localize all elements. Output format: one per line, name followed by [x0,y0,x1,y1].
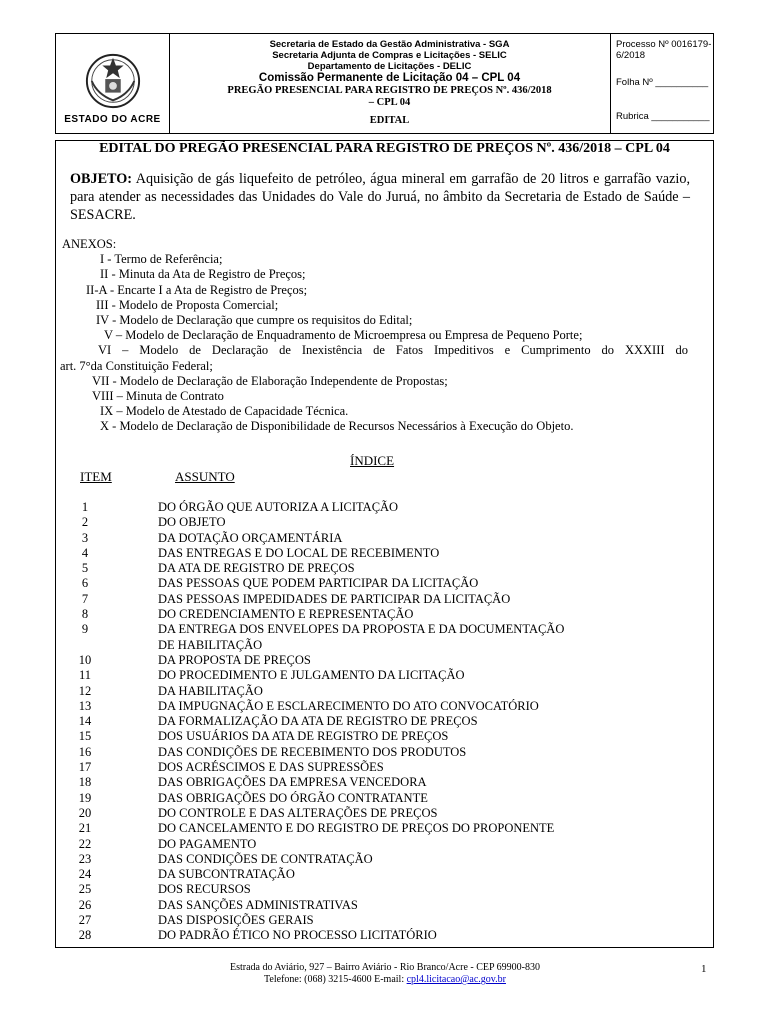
index-item-subject: DO PROCEDIMENTO E JULGAMENTO DA LICITAÇÃO [158,668,465,683]
index-item-number: 4 [81,545,89,560]
column-header-assunto: ASSUNTO [175,469,235,484]
index-row [60,913,700,928]
index-row [60,699,700,714]
index-item-number: 14 [78,714,92,729]
rubrica-field: Rubrica ___________ [616,111,710,122]
index-item-number: 28 [78,928,92,943]
anexos-list [62,237,688,435]
index-item-number: 1 [81,500,89,514]
header-pregao-line1: PREGÃO PRESENCIAL PARA REGISTRO DE PREÇOS Nº. 436/2018 [227,85,552,96]
index-item-number: 7 [81,591,89,606]
index-row [60,607,700,622]
anexos-title: ANEXOS: [62,237,117,251]
index-item-number: 16 [78,744,92,759]
index-row [60,714,700,729]
process-number: Processo Nº 0016179-6/2018 [616,39,712,61]
index-item-subject: DOS RECURSOS [158,882,251,897]
state-seal-icon [84,52,142,110]
index-item-subject: DA SUBCONTRATAÇÃO [158,867,295,882]
index-row [60,531,700,546]
footer-contact [0,974,770,986]
index-item-subject: DAS CONDIÇÕES DE CONTRATAÇÃO [158,851,373,866]
objeto-paragraph [70,170,690,224]
index-item-subject: DAS CONDIÇÕES DE RECEBIMENTO DOS PRODUTOS [158,744,467,759]
index-item-number: 17 [78,760,92,775]
folha-field: Folha Nº __________ [616,77,709,88]
index-item-subject: DO ÓRGÃO QUE AUTORIZA A LICITAÇÃO [158,500,399,514]
header-title-cell [169,34,611,133]
index-row [60,729,700,744]
anexo-item: V – Modelo de Declaração de Enquadramento de Microempresa ou Empresa de Pequeno Porte; [104,328,583,343]
index-item-number [60,638,110,653]
index-item-subject: DAS ENTREGAS E DO LOCAL DE RECEBIMENTO [158,545,440,560]
index-item-subject: DAS DISPOSIÇÕES GERAIS [158,913,314,928]
index-item-subject: DA ENTREGA DOS ENVELOPES DA PROPOSTA E DA DOCUMENTAÇÃO [158,622,565,637]
index-table [60,500,700,944]
index-item-subject: DAS PESSOAS QUE PODEM PARTICIPAR DA LICITAÇÃO [158,576,479,591]
index-item-number: 24 [78,867,92,882]
index-item-number: 21 [78,821,92,836]
footer-phone: Telefone: (068) 3215-4600 E-mail: [264,974,407,985]
anexo-item: II - Minuta da Ata de Registro de Preços; [100,267,306,282]
anexo-item: X - Modelo de Declaração de Disponibilidade de Recursos Necessários à Execução do Objeto. [100,419,574,434]
index-row [60,837,700,852]
index-row [60,653,700,668]
header-logo-cell [56,34,170,133]
index-item-number: 11 [78,668,92,683]
index-row [60,684,700,699]
index-item-subject: DA ATA DE REGISTRO DE PREÇOS [158,561,355,576]
anexo-item: IX – Modelo de Atestado de Capacidade Técnica. [100,404,349,419]
index-item-number: 5 [81,561,89,576]
objeto-label: OBJETO: [70,171,133,187]
index-item-number: 25 [78,882,92,897]
objeto-text: Aquisição de gás liquefeito de petróleo, água mineral em garrafão de 20 litros e garrafão vazio, para atender as necessidades das Unidades do Vale do Juruá, no âmbito da Secretaria de Estado de Saúde – SESACRE. [70,171,690,223]
index-item-subject: DO PAGAMENTO [158,836,257,851]
index-row [60,867,700,882]
index-item-subject: DAS PESSOAS IMPEDIDADES DE PARTICIPAR DA LICITAÇÃO [158,591,511,606]
index-item-subject: DA PROPOSTA DE PREÇOS [158,652,311,667]
anexo-item: I - Termo de Referência; [100,252,223,267]
index-item-number: 2 [81,515,89,530]
index-row [60,882,700,897]
index-row [60,775,700,790]
anexo-item: VI – Modelo de Declaração de Inexistência de Fatos Impeditivos e Cumprimento do XXXIII do [98,343,688,358]
index-item-subject: DO CREDENCIAMENTO E REPRESENTAÇÃO [158,607,414,622]
index-item-subject: DOS USUÁRIOS DA ATA DE REGISTRO DE PREÇOS [158,729,449,744]
index-row [60,576,700,591]
index-item-number: 10 [78,652,92,667]
anexo-item: VII - Modelo de Declaração de Elaboração Independente de Propostas; [92,373,448,388]
index-row [60,592,700,607]
index-row [60,821,700,836]
page-footer [0,962,770,986]
index-item-number: 23 [78,851,92,866]
anexo-item: IV - Modelo de Declaração que cumpre os requisitos do Edital; [96,313,413,328]
header-pregao-line2: – CPL 04 [368,97,411,108]
index-row [60,638,700,653]
index-item-number: 20 [78,805,92,820]
index-item-subject: DA IMPUGNAÇÃO E ESCLARECIMENTO DO ATO CONVOCATÓRIO [158,698,539,713]
index-item-number: 8 [81,607,89,622]
index-row [60,515,700,530]
index-item-subject: DO OBJETO [158,515,226,530]
index-item-number: 3 [81,530,89,545]
index-item-number: 9 [81,622,89,637]
index-row [60,668,700,683]
anexo-item-continuation: art. 7°da Constituição Federal; [60,358,213,373]
index-item-subject: DA HABILITAÇÃO [158,683,263,698]
index-item-number: 26 [78,897,92,912]
index-item-subject: DOS ACRÉSCIMOS E DAS SUPRESSÕES [158,760,384,775]
document-header [55,33,714,134]
footer-address: Estrada do Aviário, 927 – Bairro Aviário - Rio Branco/Acre - CEP 69900-830 [229,962,541,973]
index-item-number: 22 [78,836,92,851]
index-row [60,852,700,867]
index-item-subject: DA FORMALIZAÇÃO DA ATA DE REGISTRO DE PREÇOS [158,714,478,729]
index-item-number: 27 [78,913,92,928]
index-item-number: 15 [78,729,92,744]
index-item-number: 19 [78,790,92,805]
index-row [60,622,700,637]
column-header-item: ITEM [80,469,112,484]
anexo-item: III - Modelo de Proposta Comercial; [96,297,279,312]
index-row [60,500,700,515]
state-label: ESTADO DO ACRE [64,114,161,125]
index-item-subject: DAS OBRIGAÇÕES DO ÓRGÃO CONTRATANTE [158,790,428,805]
index-item-number: 18 [78,775,92,790]
footer-email-link[interactable]: cpl4.licitacao@ac.gov.br [406,974,506,985]
anexo-item: II-A - Encarte I a Ata de Registro de Preços; [86,282,308,297]
index-row [60,806,700,821]
indice-heading: ÍNDICE [350,453,395,468]
index-item-subject: DE HABILITAÇÃO [158,637,263,652]
page-number: 1 [701,963,707,975]
index-item-subject: DAS OBRIGAÇÕES DA EMPRESA VENCEDORA [158,775,427,790]
index-item-subject: DO CONTROLE E DAS ALTERAÇÕES DE PREÇOS [158,805,438,820]
header-commission: Comissão Permanente de Licitação 04 – CPL 04 [258,72,521,84]
index-row [60,745,700,760]
header-edital: EDITAL [369,115,410,126]
index-row [60,760,700,775]
index-row [60,791,700,806]
index-item-number: 6 [81,576,89,591]
page-title: EDITAL DO PREGÃO PRESENCIAL PARA REGISTRO DE PREÇOS Nº. 436/2018 – CPL 04 [99,141,670,156]
index-row [60,561,700,576]
index-item-number: 13 [78,698,92,713]
index-item-subject: DO CANCELAMENTO E DO REGISTRO DE PREÇOS DO PROPONENTE [158,821,555,836]
index-row [60,898,700,913]
index-row [60,928,700,943]
header-line-selic: Secretaria Adjunta de Compras e Licitações - SELIC [272,50,507,61]
index-item-subject: DA DOTAÇÃO ORÇAMENTÁRIA [158,530,343,545]
header-line-delic: Departamento de Licitações - DELIC [307,61,472,72]
index-item-number: 12 [78,683,92,698]
anexo-item: VIII – Minuta de Contrato [92,389,224,404]
index-row [60,546,700,561]
index-item-subject: DAS SANÇÕES ADMINISTRATIVAS [158,897,358,912]
header-process-cell [610,34,713,133]
header-line-sga: Secretaria de Estado da Gestão Administrativa - SGA [269,39,510,50]
index-item-subject: DO PADRÃO ÉTICO NO PROCESSO LICITATÓRIO [158,928,437,943]
